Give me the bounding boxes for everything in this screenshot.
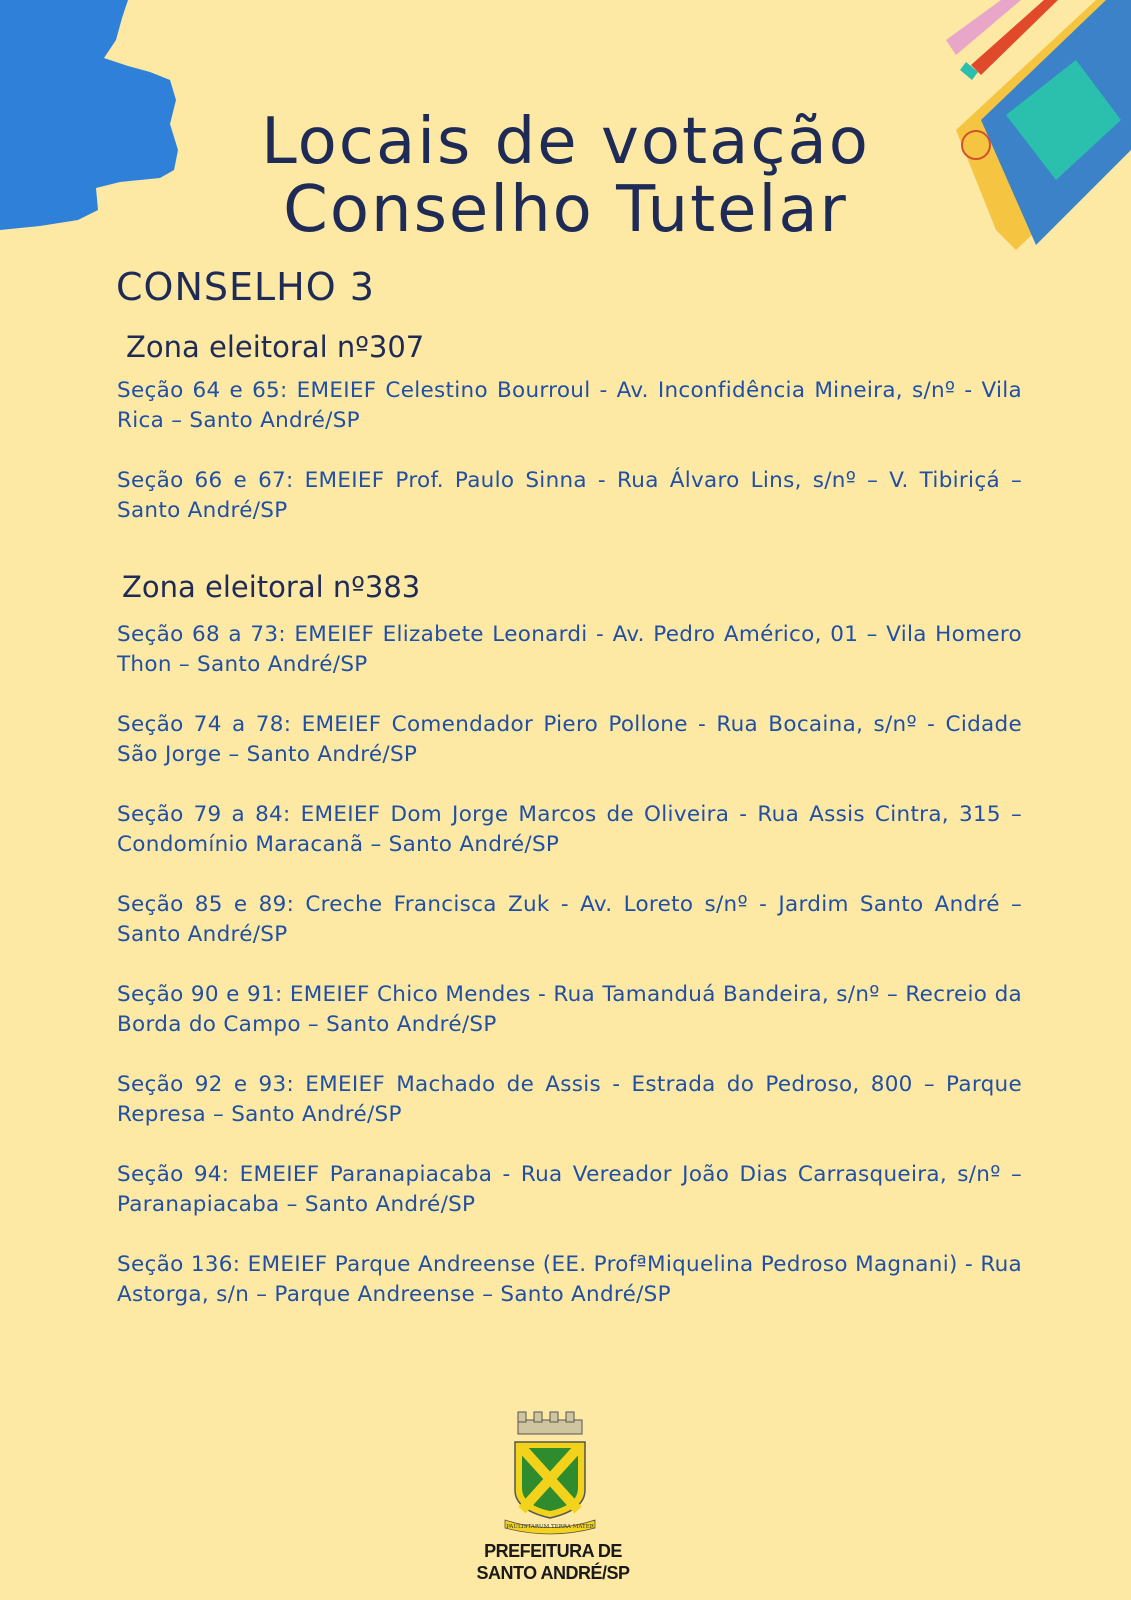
title-line-2: Conselho Tutelar <box>283 173 848 247</box>
coat-of-arms-motto: PAULISTARUM TERRA MATER <box>506 1524 594 1530</box>
logo-text-line-1: PREFEITURA DE <box>484 1541 622 1561</box>
list-item: Seção 92 e 93: EMEIEF Machado de Assis - Estrada do Pedroso, 800 – Parque Represa – Santo André/SP <box>117 1072 1022 1127</box>
list-item: Seção 94: EMEIEF Paranapiacaba - Rua Vereador João Dias Carrasqueira, s/nº – Paranapiacaba – Santo André/SP <box>117 1162 1022 1217</box>
list-item: Seção 66 e 67: EMEIEF Prof. Paulo Sinna - Rua Álvaro Lins, s/nº – V. Tibiriçá – Santo André/SP <box>117 468 1022 523</box>
list-item: Seção 74 a 78: EMEIEF Comendador Piero Pollone - Rua Bocaina, s/nº - Cidade São Jorge – Santo André/SP <box>117 712 1022 767</box>
list-item: Seção 85 e 89: Creche Francisca Zuk - Av. Loreto s/nº - Jardim Santo André – Santo André/SP <box>117 892 1022 947</box>
list-item: Seção 64 e 65: EMEIEF Celestino Bourroul - Av. Inconfidência Mineira, s/nº - Vila Rica – Santo André/SP <box>117 378 1022 433</box>
list-item: Seção 136: EMEIEF Parque Andreense (EE. ProfªMiquelina Pedroso Magnani) - Rua Astorga, s/n – Parque Andreense – Santo André/SP <box>117 1252 1022 1307</box>
title-line-1: Locais de votação <box>261 105 870 179</box>
zona-heading-383: Zona eleitoral nº383 <box>122 570 421 604</box>
list-item: Seção 79 a 84: EMEIEF Dom Jorge Marcos de Oliveira - Rua Assis Cintra, 315 – Condomínio Maracanã – Santo André/SP <box>117 802 1022 857</box>
prefeitura-logo-text <box>470 1540 636 1584</box>
list-item: Seção 90 e 91: EMEIEF Chico Mendes - Rua Tamanduá Bandeira, s/nº – Recreio da Borda do Campo – Santo André/SP <box>117 982 1022 1037</box>
conselho-heading: CONSELHO 3 <box>116 265 375 309</box>
page-title <box>0 105 1131 247</box>
santo-andre-coat-of-arms-icon <box>500 1410 600 1535</box>
zona-heading-307: Zona eleitoral nº307 <box>126 330 425 364</box>
list-item: Seção 68 a 73: EMEIEF Elizabete Leonardi - Av. Pedro Américo, 01 – Vila Homero Thon – Santo André/SP <box>117 622 1022 677</box>
logo-text-line-2: SANTO ANDRÉ/SP <box>476 1563 630 1583</box>
